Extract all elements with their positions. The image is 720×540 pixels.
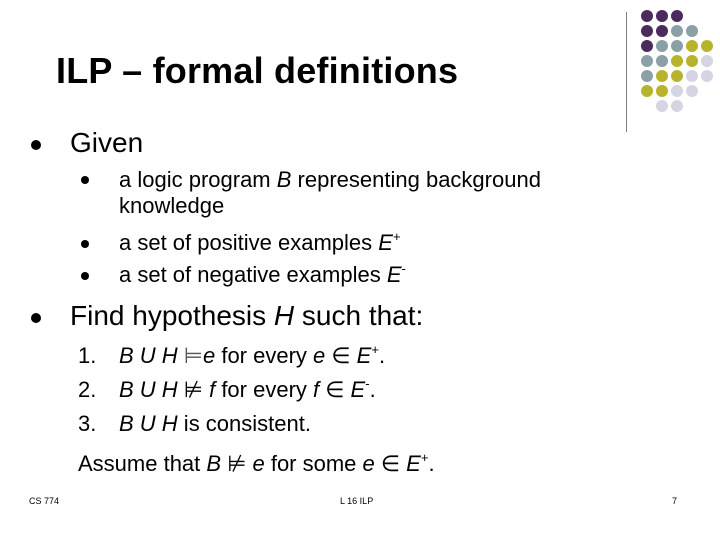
entails-symbol: ⊨ bbox=[183, 343, 203, 368]
text: B U H bbox=[119, 377, 184, 402]
decorative-dot bbox=[671, 85, 683, 97]
decorative-dot bbox=[656, 55, 668, 67]
element-of-symbol: ∈ bbox=[374, 451, 407, 476]
var-f: f bbox=[202, 377, 216, 402]
text: representing background bbox=[291, 167, 541, 192]
given-item-background bbox=[119, 167, 599, 219]
decorative-dot bbox=[686, 25, 698, 37]
text: such that: bbox=[294, 300, 424, 331]
footer-page-number: 7 bbox=[672, 496, 678, 506]
var-e: e bbox=[246, 451, 265, 476]
decorative-dot bbox=[641, 40, 653, 52]
var-e: E bbox=[378, 230, 393, 255]
not-entails-symbol: ⊭ bbox=[183, 377, 203, 402]
given-item-negative bbox=[119, 262, 406, 288]
text: B U H bbox=[119, 411, 178, 436]
text: . bbox=[369, 377, 376, 402]
var-e: e bbox=[202, 343, 216, 368]
var-E: E bbox=[356, 343, 372, 368]
slide-title: ILP – formal definitions bbox=[56, 50, 459, 91]
decorative-dot bbox=[671, 10, 683, 22]
decorative-dot bbox=[671, 40, 683, 52]
sub-bullet-2 bbox=[81, 240, 89, 248]
var-E: E bbox=[350, 377, 366, 402]
condition-number-1: 1. bbox=[78, 343, 97, 368]
decorative-dot bbox=[701, 70, 713, 82]
decorative-dot bbox=[686, 40, 698, 52]
decorative-dot bbox=[641, 85, 653, 97]
decorative-dot bbox=[686, 85, 698, 97]
sup-plus: + bbox=[392, 229, 401, 244]
given-heading: Given bbox=[70, 127, 144, 158]
decorative-dot bbox=[671, 70, 683, 82]
decorative-dot bbox=[701, 40, 713, 52]
var-e: e bbox=[362, 451, 375, 476]
decorative-dot bbox=[656, 100, 668, 112]
decorative-dot bbox=[656, 10, 668, 22]
decorative-dot bbox=[701, 55, 713, 67]
decorative-dot bbox=[641, 70, 653, 82]
text: . bbox=[378, 343, 386, 368]
decorative-dot bbox=[656, 70, 668, 82]
decorative-dot bbox=[671, 100, 683, 112]
text: B U H bbox=[119, 343, 184, 368]
text: for every bbox=[215, 343, 314, 368]
decorative-dot bbox=[641, 10, 653, 22]
decorative-dot bbox=[671, 55, 683, 67]
not-entails-symbol: ⊭ bbox=[221, 451, 247, 476]
text: a set of positive examples bbox=[119, 230, 379, 255]
decorative-dot-grid bbox=[641, 10, 720, 120]
var-h: H bbox=[273, 300, 295, 331]
condition-3 bbox=[119, 411, 311, 437]
var-e: E bbox=[386, 262, 402, 287]
decorative-dot bbox=[656, 25, 668, 37]
text: for some bbox=[264, 451, 363, 476]
bullet-given bbox=[31, 140, 41, 150]
text: Assume that bbox=[78, 451, 207, 476]
divider-line bbox=[626, 12, 627, 132]
assumption bbox=[78, 451, 435, 477]
sup-plus: + bbox=[371, 342, 379, 357]
sup-plus: + bbox=[420, 450, 429, 465]
footer-course: CS 774 bbox=[29, 496, 60, 506]
footer-lecture: L 16 ILP bbox=[340, 496, 374, 506]
text: . bbox=[428, 451, 435, 476]
text: is consistent. bbox=[177, 411, 311, 436]
find-heading bbox=[70, 300, 423, 332]
condition-number-2: 2. bbox=[78, 377, 97, 402]
text: knowledge bbox=[119, 193, 225, 218]
condition-2 bbox=[119, 377, 376, 403]
decorative-dot bbox=[641, 25, 653, 37]
text: a set of negative examples bbox=[119, 262, 387, 287]
decorative-dot bbox=[641, 55, 653, 67]
decorative-dot bbox=[656, 85, 668, 97]
sup-minus: - bbox=[365, 376, 370, 391]
decorative-dot bbox=[671, 25, 683, 37]
sup-minus: - bbox=[401, 261, 406, 276]
sub-bullet-1 bbox=[81, 176, 89, 184]
element-of-symbol: ∈ bbox=[325, 343, 357, 368]
text: a logic program bbox=[119, 167, 277, 192]
condition-number-3: 3. bbox=[78, 411, 97, 436]
given-item-positive bbox=[119, 230, 401, 256]
element-of-symbol: ∈ bbox=[319, 377, 351, 402]
decorative-dot bbox=[686, 70, 698, 82]
var-E: E bbox=[406, 451, 421, 476]
var-e: e bbox=[313, 343, 326, 368]
decorative-dot bbox=[686, 55, 698, 67]
bullet-find bbox=[31, 313, 41, 323]
text: for every bbox=[215, 377, 314, 402]
text: Find hypothesis bbox=[70, 300, 274, 331]
var-b: B bbox=[206, 451, 222, 476]
sub-bullet-3 bbox=[81, 272, 89, 280]
decorative-dot bbox=[656, 40, 668, 52]
var-b: B bbox=[276, 167, 292, 192]
var-f: f bbox=[313, 377, 320, 402]
condition-1 bbox=[119, 343, 385, 369]
